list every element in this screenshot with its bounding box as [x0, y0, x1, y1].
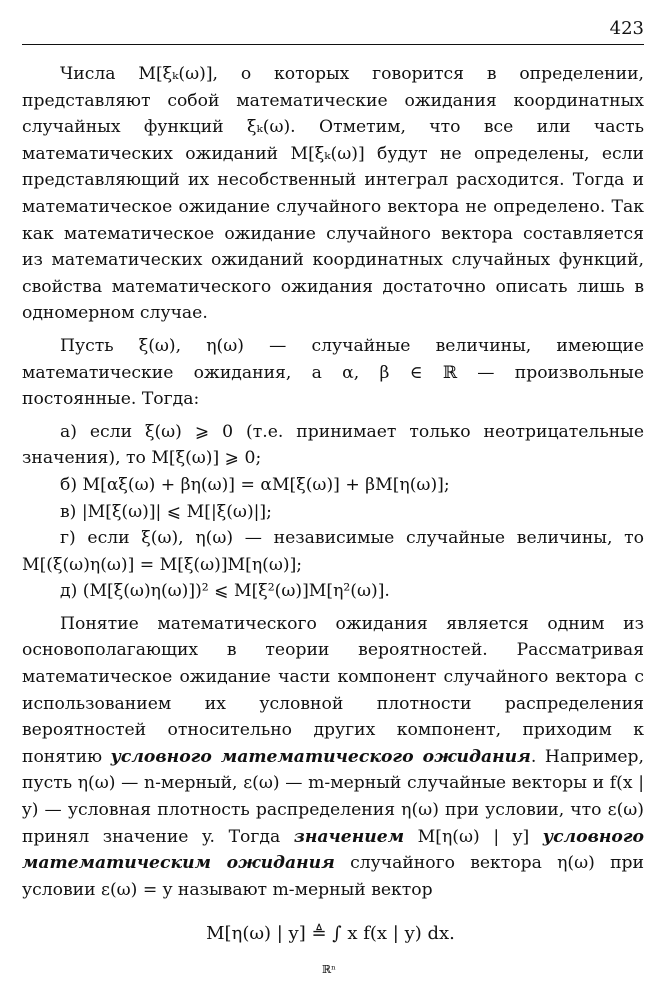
- integral-limit: ℝⁿ: [322, 963, 336, 976]
- property-e: д) (M[ξ(ω)η(ω)])² ⩽ M[ξ²(ω)]M[η²(ω)].: [60, 581, 390, 602]
- paragraph-1: Числа M[ξₖ(ω)], о которых говорится в определении, представляют собой математические ожидания координатных случайных функций ξₖ(ω). Отметим, что все или часть математических ожиданий M[ξₖ(ω)] будут не определены, если представляющий их несобственный интеграл расходится. Тогда и математическое ожидание случайного вектора не определено. Так как математическое ожидание случайного вектора составляется из математических ожиданий координатных случайных функций, свойства математического ожидания достаточно описать лишь в одномерном случае.: [22, 64, 644, 324]
- property-b: б) M[αξ(ω) + βη(ω)] = αM[ξ(ω)] + βM[η(ω)];: [60, 474, 450, 495]
- term-conditional-expectation-2: условного математическим ожидания: [22, 826, 645, 874]
- paragraph-3: [22, 611, 644, 904]
- property-a: а) если ξ(ω) ⩾ 0 (т.е. принимает только неотрицательные значения), то M[ξ(ω)] ⩾ 0;: [22, 421, 644, 469]
- body-text: [22, 61, 644, 903]
- display-formula: [0, 920, 661, 976]
- property-d: г) если ξ(ω), η(ω) — независимые случайные величины, то M[(ξ(ω)η(ω)] = M[ξ(ω)]M[η(ω)];: [22, 528, 644, 575]
- property-c: в) |M[ξ(ω)]| ⩽ M[|ξ(ω)|];: [60, 501, 272, 522]
- term-value: значением: [293, 826, 405, 847]
- formula-main: M[η(ω) | y] ≜ ∫ x f(x | y) dx.: [206, 923, 455, 944]
- paragraph-3-part3: M[η(ω) | y]: [404, 826, 543, 847]
- paragraph-2: Пусть ξ(ω), η(ω) — случайные величины, имеющие математические ожидания, а α, β ∈ ℝ — произвольные постоянные. Тогда:: [22, 335, 644, 410]
- term-conditional-expectation: условного математического ожидания: [110, 746, 531, 767]
- page-header: [22, 18, 644, 45]
- page-number: 423: [609, 18, 644, 39]
- paragraph-3-part2: . Например, пусть η(ω) — n-мерный, ε(ω) — m-мерный случайные векторы и f(x | y) — условная плотность распределения η(ω) при условии, что ε(ω) принял значение y. Тогда: [22, 746, 644, 847]
- paragraph-3-part4: случайного вектора η(ω) при условии ε(ω) = y называют m-мерный вектор: [22, 853, 644, 900]
- paragraph-3-part1: Понятие математического ожидания является одним из основополагающих в теории вероятностей. Рассматривая математическое ожидание части компонент случайного вектора с использованием их условной плотности распределения вероятностей относительно других компонент, приходим к понятию: [22, 613, 644, 767]
